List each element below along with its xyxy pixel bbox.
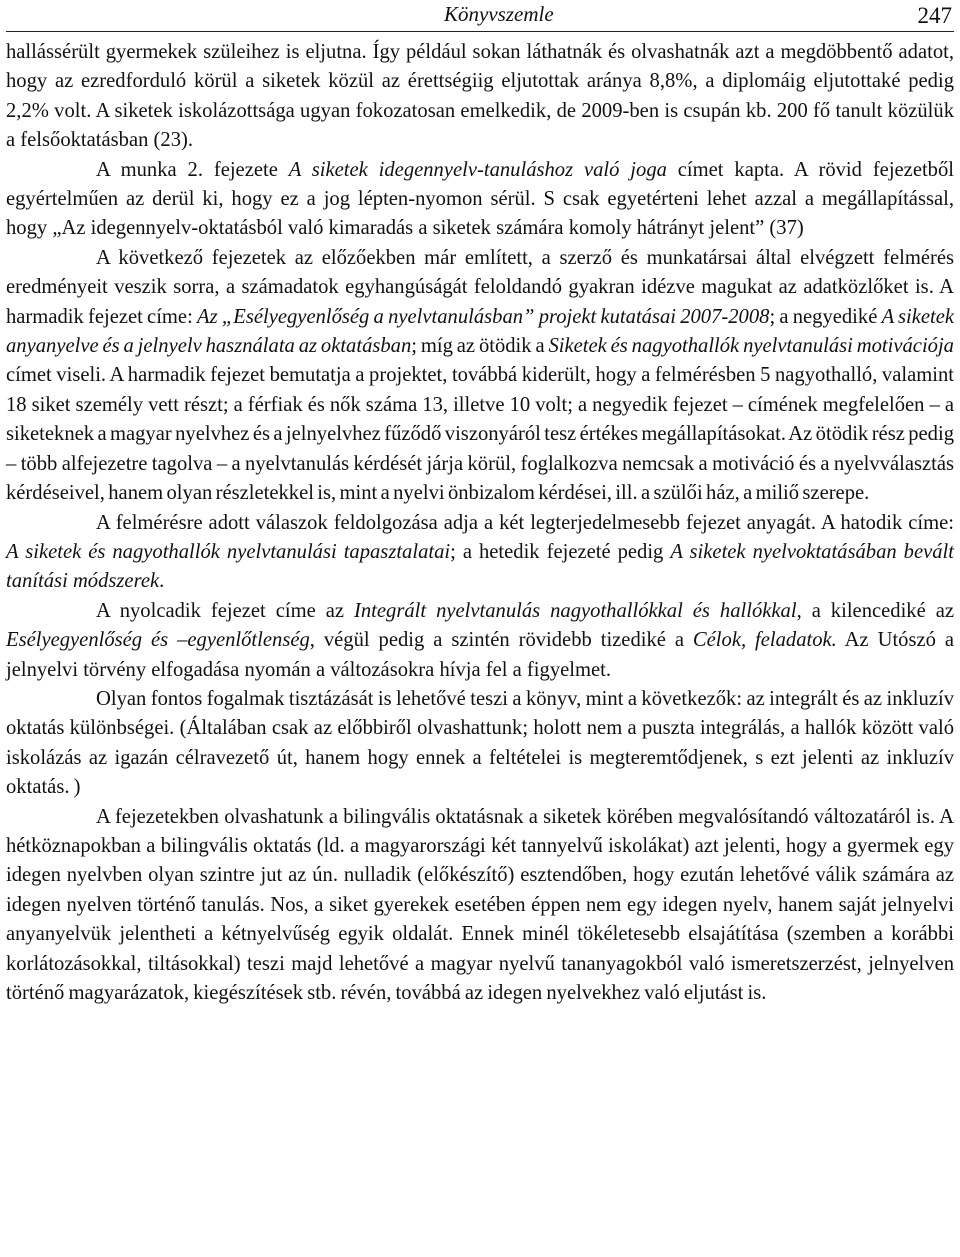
text-run: hallássérült gyermekek szüleihez is eljutna. Így például sokan láthatnák és olvashatnák azt a megdöbbentő adatot, hogy az ezredforduló körül a siketek közül az érettségiig eljutottak aránya 8,8%, a diplomáig eljutottaké pedig 2,2% volt. A siketek iskolázottsága ugyan fokozatosan emelkedik, de 2009-ben is csupán kb. 200 fő tanult közülük a felsőoktatásban (23). <box>6 41 954 152</box>
italic-title: Siketek és nagyothallók nyelvtanulási motivációja <box>548 335 954 358</box>
text-run: . <box>159 570 165 593</box>
italic-title: A siketek és nagyothallók nyelvtanulási tapasztalatai <box>6 540 451 563</box>
text-run: A munka 2. fejezete <box>96 158 289 181</box>
text-run: címet kapta. A rövid fejezetből egyértelműen az derül ki, hogy ez a jog lépten-nyomon sérül. S csak egyetérteni lehet azzal a megállapítással, hogy „Az idegennyelv-oktatásból való kimaradás a siketek számára komoly hátrányt jelent” (37) <box>6 158 954 240</box>
italic-title: A siketek nyelvoktatásában bevált tanítási módszerek <box>6 540 954 593</box>
text-run: A következő fejezetek az előzőekben már említett, a szerző és munkatársai által elvégzett felmérés eredményeit veszik sorra, a számadatok egyhangúságát feloldandó gyakran idézve magukat az adatközlőket is. A harmadik fejezet címe: <box>6 246 954 328</box>
text-run: A fejezetekben olvashatunk a bilingvális oktatásnak a siketek körében megvalósítandó változatáról is. A hétköznapokban a bilingvális oktatás (ld. a magyarországi két tannyelvű iskolákat) azt jelenti, hogy a gyermek egy idegen nyelvben olyan szintre jut az ún. nulladik (előkészítő) esztendőben, hogy ezután lehetővé válik számára az idegen nyelven történő tanulás. Nos, a siket gyerekek esetében éppen nem egy idegen nyelv, hanem saját jelnyelvi anyanyelvük jelentheti a kétnyelvűség egyik oldalát. Ennek minél tökéletesebb elsajátítása (szemben a korábbi korlátozásokkal, tiltásokkal) teszi majd lehetővé a magyar nyelvű tananyagokból való ismeretszerzést, jelnyelven történő magyarázatok, kiegészítések stb. révén, továbbá az idegen nyelvekhez való eljutást is. <box>6 805 954 1004</box>
italic-title: A siketek idegennyelv-tanuláshoz való joga <box>288 158 667 181</box>
italic-title: Integrált nyelvtanulás nagyothallókkal és hallókkal <box>354 599 797 622</box>
page <box>6 0 954 1008</box>
italic-title: Az „Esélyegyenlőség a nyelvtanulásban” projekt kutatásai 2007-2008 <box>197 305 770 328</box>
running-header <box>6 0 954 32</box>
text-run: címet viseli. A harmadik fejezet bemutatja a projektet, továbbá kiderült, hogy a felmérésben 5 nagyothalló, valamint 18 siket személy vett részt; a férfiak és nők száma 13, illetve 10 volt; a negyedik fejezet – címének megfelelően – a siketeknek a magyar nyelvhez és a jelnyelvhez fűződő viszonyáról tesz értékes megállapításokat. Az ötödik rész pedig – több alfejezetre tagolva – a nyelvtanulás kérdését járja körül, foglalkozva nemcsak a motiváció és a nyelvválasztás kérdéseivel, hanem olyan részletekkel is, mint a nyelvi önbizalom kérdései, ill. a szülői ház, a miliő szerepe. <box>6 364 954 505</box>
text-run: A felmérésre adott válaszok feldolgozása adja a két legterjedelmesebb fejezet anyagát. A hatodik címe: <box>96 511 954 534</box>
paragraph-6 <box>6 685 954 803</box>
text-run: , végül pedig a szintén rövidebb tizediké a <box>309 629 693 652</box>
italic-title: A siketek anyanyelve és a jelnyelv használata az oktatásban <box>6 305 954 358</box>
text-run: Az Utószó a jelnyelvi törvény elfogadása nyomán a változásokra hívja fel a figyelmet. <box>6 629 954 681</box>
italic-title: Célok, feladatok. <box>692 629 837 652</box>
text-run: ; a negyediké <box>769 305 882 328</box>
text-run: Olyan fontos fogalmak tisztázását is lehetővé teszi a könyv, mint a következők: az integrált és az inkluzív oktatás különbségei. (Általában csak az előbbiről olvashattunk; holott nem a puszta integrálás, a hallók között való iskolázás az igazán célravezető út, hanem hogy ennek a feltételei is megteremtődjenek, s ezt jelenti az inkluzív oktatás. ) <box>6 687 954 799</box>
page-number: 247 <box>917 3 952 28</box>
running-header-title: Könyvszemle <box>444 2 554 26</box>
text-run: A nyolcadik fejezet címe az <box>96 599 355 622</box>
paragraph-5 <box>6 597 954 685</box>
paragraph-4 <box>6 509 954 597</box>
text-run: , a kilencediké az <box>796 599 954 622</box>
paragraph-7 <box>6 803 954 1009</box>
paragraph-3 <box>6 244 954 509</box>
text-run: ; míg az ötödik a <box>411 335 549 358</box>
body-text <box>6 38 954 1008</box>
italic-title: Esélyegyenlőség és –egyenlőtlenség <box>6 629 310 652</box>
text-run: ; a hetedik fejezeté pedig <box>450 540 671 563</box>
paragraph-1 <box>6 38 954 156</box>
paragraph-2 <box>6 156 954 244</box>
